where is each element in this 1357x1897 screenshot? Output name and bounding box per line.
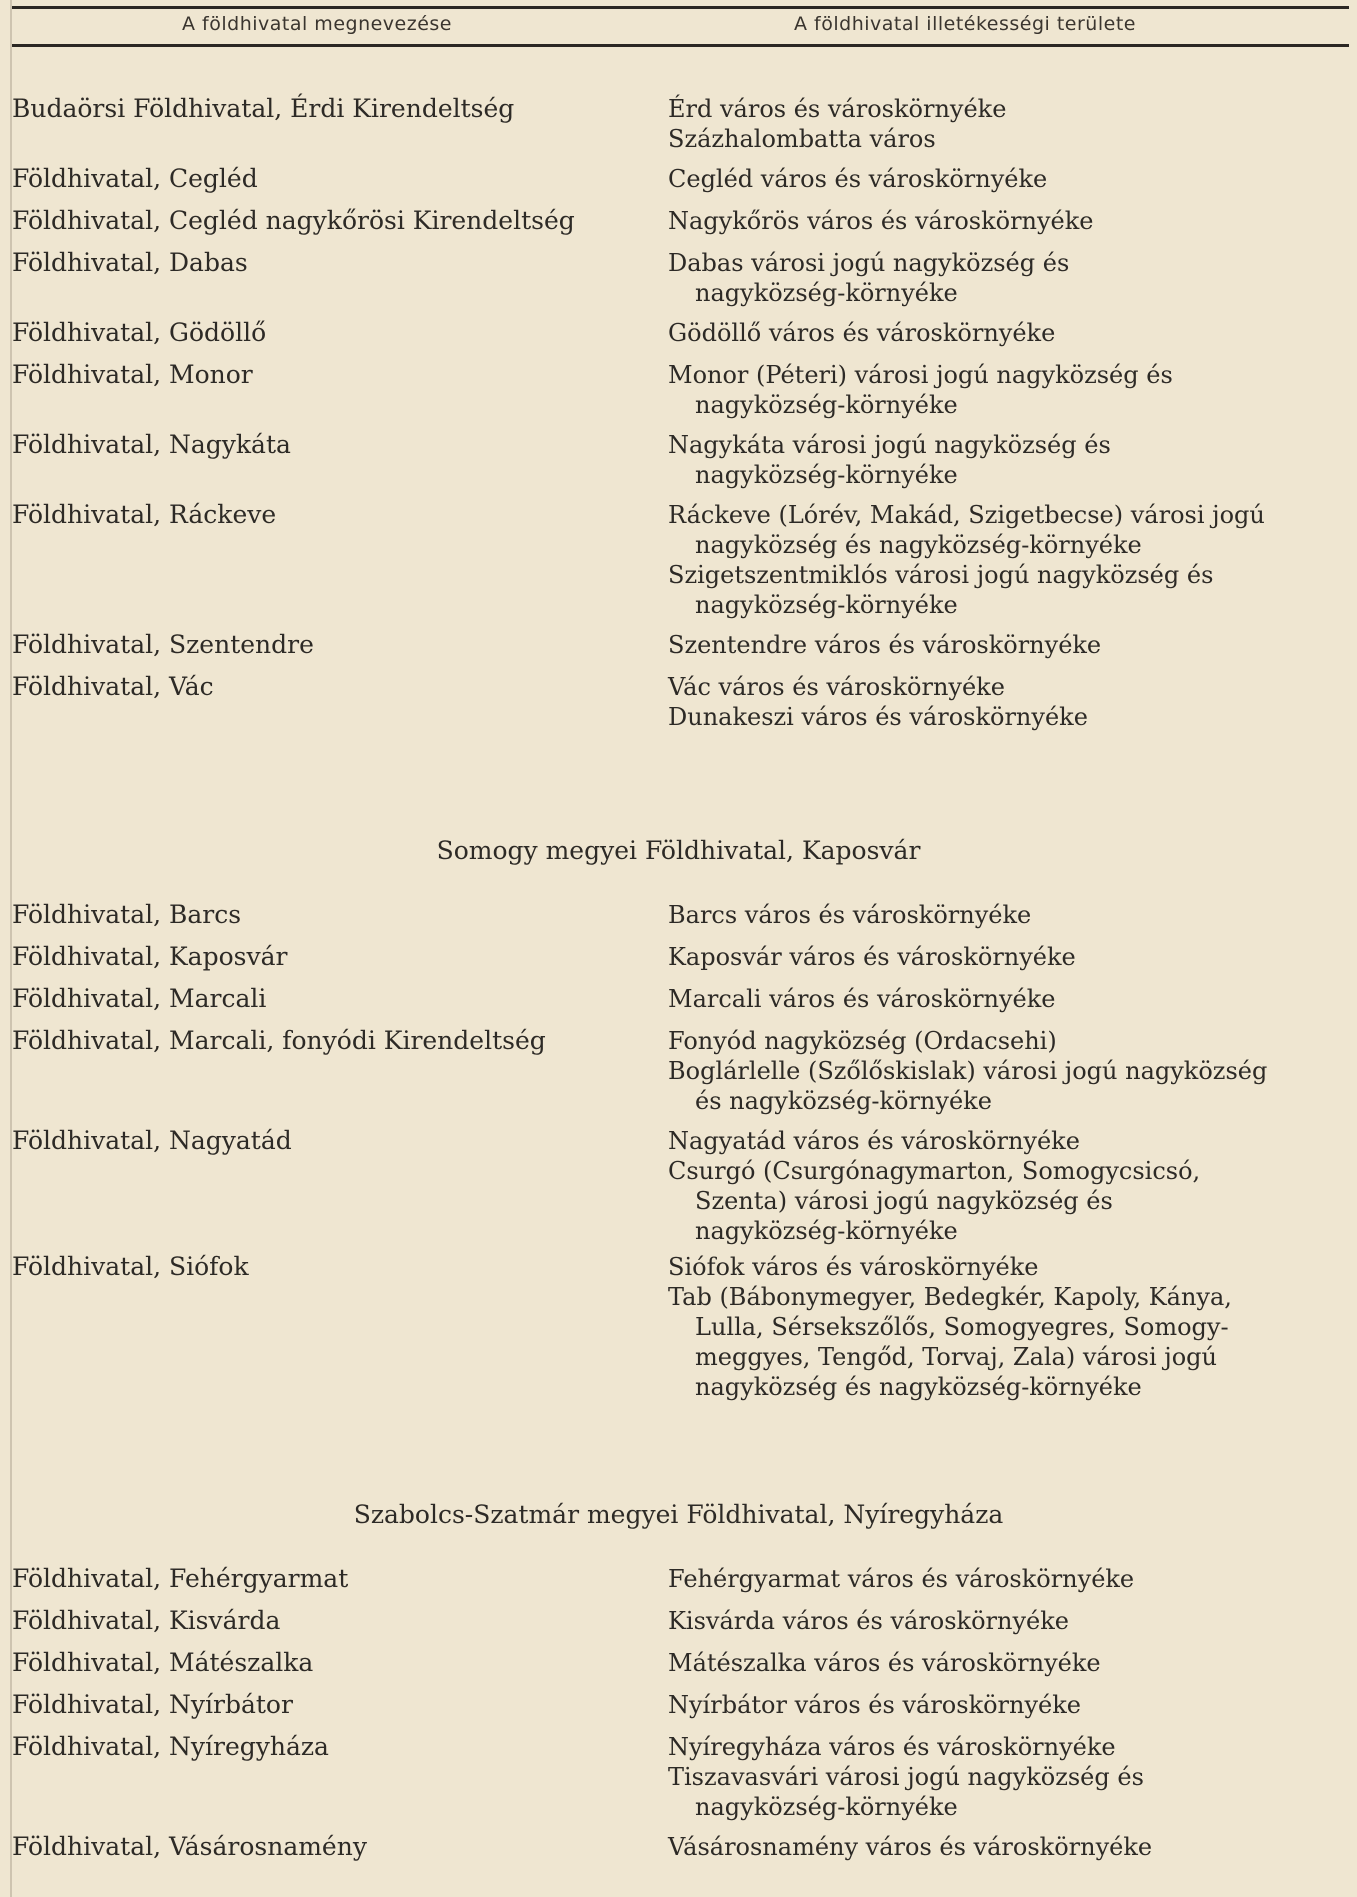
jurisdiction-area [668,1732,1333,1822]
jurisdiction-line: nagyközség-környéke [695,1793,958,1821]
jurisdiction-line: Monor (Péteri) városi jogú nagyközség és [668,361,1173,389]
jurisdiction-line: Százhalombatta város [668,125,936,153]
jurisdiction-line: Vásárosnamény város és városkörnyéke [668,1833,1153,1861]
jurisdiction-line: Lulla, Sérsekszőlős, Somogyegres, Somogy- [695,1313,1229,1341]
jurisdiction-area [668,1648,1333,1678]
section-title: Szabolcs-Szatmár megyei Földhivatal, Nyíregyháza [353,1500,1004,1529]
jurisdiction-line: Szigetszentmiklós városi jogú nagyközség és [668,561,1214,589]
office-name: Földhivatal, Kisvárda [12,1606,281,1635]
jurisdiction-line: Gödöllő város és városkörnyéke [668,319,1056,347]
jurisdiction-area [668,1832,1333,1862]
jurisdiction-line: Kisvárda város és városkörnyéke [668,1607,1069,1635]
jurisdiction-area [668,672,1333,732]
office-name: Földhivatal, Dabas [12,248,248,277]
jurisdiction-line: Szenta) városi jogú nagyközség és [695,1187,1113,1215]
jurisdiction-area [668,1126,1333,1246]
office-name: Földhivatal, Mátészalka [12,1648,314,1677]
jurisdiction-area [668,630,1333,660]
office-name: Földhivatal, Marcali, fonyódi Kirendeltség [12,1026,546,1055]
jurisdiction-line: Kaposvár város és városkörnyéke [668,943,1076,971]
jurisdiction-area [668,248,1333,308]
office-name: Földhivatal, Monor [12,360,253,389]
jurisdiction-line: Ráckeve (Lórév, Makád, Szigetbecse) városi jogú [668,501,1265,529]
header-top-rule [12,6,1349,9]
jurisdiction-area [668,942,1333,972]
office-name: Földhivatal, Cegléd nagykőrösi Kirendeltség [12,206,575,235]
jurisdiction-area [668,500,1333,620]
office-name: Földhivatal, Marcali [12,984,267,1013]
office-name: Földhivatal, Szentendre [12,630,314,659]
office-name: Földhivatal, Nagykáta [12,430,291,459]
jurisdiction-area [668,94,1333,154]
jurisdiction-area [668,318,1333,348]
jurisdiction-line: nagyközség és nagyközség-környéke [695,1373,1142,1401]
jurisdiction-area [668,164,1333,194]
office-name: Földhivatal, Gödöllő [12,318,267,347]
table-header [12,10,1349,46]
jurisdiction-area [668,1690,1333,1720]
header-bottom-rule [12,44,1349,47]
office-name: Földhivatal, Vásárosnamény [12,1832,367,1861]
header-office-name: A földhivatal megnevezése [182,13,452,35]
jurisdiction-line: Nagyatád város és városkörnyéke [668,1127,1080,1155]
jurisdiction-area [668,984,1333,1014]
jurisdiction-line: nagyközség és nagyközség-környéke [695,531,1142,559]
jurisdiction-line: nagyközség-környéke [695,461,958,489]
jurisdiction-line: Nagykőrös város és városkörnyéke [668,207,1094,235]
jurisdiction-line: és nagyközség-környéke [695,1087,992,1115]
jurisdiction-line: Mátészalka város és városkörnyéke [668,1649,1101,1677]
jurisdiction-line: nagyközség-környéke [695,279,958,307]
jurisdiction-line: Csurgó (Csurgónagymarton, Somogycsicsó, [668,1157,1201,1185]
jurisdiction-line: nagyközség-környéke [695,591,958,619]
jurisdiction-line: Boglárlelle (Szőlőskislak) városi jogú nagyközség [668,1057,1268,1085]
jurisdiction-line: Nyírbátor város és városkörnyéke [668,1691,1081,1719]
office-name: Földhivatal, Ráckeve [12,500,277,529]
jurisdiction-line: Nyíregyháza város és városkörnyéke [668,1733,1116,1761]
office-name: Földhivatal, Nyíregyháza [12,1732,329,1761]
office-name: Földhivatal, Barcs [12,900,242,929]
jurisdiction-line: Marcali város és városkörnyéke [668,985,1056,1013]
office-name: Földhivatal, Nyírbátor [12,1690,293,1719]
office-name: Budaörsi Földhivatal, Érdi Kirendeltség [12,94,515,123]
jurisdiction-area [668,1026,1333,1116]
jurisdiction-area [668,206,1333,236]
office-name: Földhivatal, Siófok [12,1252,249,1281]
jurisdiction-area [668,900,1333,930]
jurisdiction-area [668,1252,1333,1402]
jurisdiction-line: Nagykáta városi jogú nagyközség és [668,431,1111,459]
jurisdiction-line: Tab (Bábonymegyer, Bedegkér, Kapoly, Kánya, [668,1283,1232,1311]
jurisdiction-line: Érd város és városkörnyéke [668,95,1007,123]
jurisdiction-line: Dunakeszi város és városkörnyéke [668,703,1088,731]
jurisdiction-line: Tiszavasvári városi jogú nagyközség és [668,1763,1144,1791]
jurisdiction-line: Barcs város és városkörnyéke [668,901,1032,929]
jurisdiction-area [668,360,1333,420]
jurisdiction-line: Cegléd város és városkörnyéke [668,165,1048,193]
office-name: Földhivatal, Cegléd [12,164,258,193]
office-name: Földhivatal, Nagyatád [12,1126,292,1155]
header-jurisdiction: A földhivatal illetékességi területe [794,13,1136,35]
jurisdiction-line: nagyközség-környéke [695,1217,958,1245]
jurisdiction-line: Fonyód nagyközség (Ordacsehi) [668,1027,1057,1055]
office-name: Földhivatal, Fehérgyarmat [12,1564,349,1593]
jurisdiction-line: meggyes, Tengőd, Torvaj, Zala) városi jogú [695,1343,1217,1371]
jurisdiction-line: Szentendre város és városkörnyéke [668,631,1102,659]
jurisdiction-area [668,1564,1333,1594]
jurisdiction-line: Siófok város és városkörnyéke [668,1253,1039,1281]
jurisdiction-line: nagyközség-környéke [695,391,958,419]
office-name: Földhivatal, Kaposvár [12,942,288,971]
jurisdiction-line: Dabas városi jogú nagyközség és [668,249,1070,277]
office-name: Földhivatal, Vác [12,672,214,701]
jurisdiction-line: Fehérgyarmat város és városkörnyéke [668,1565,1135,1593]
section-title: Somogy megyei Földhivatal, Kaposvár [436,836,921,865]
jurisdiction-area [668,1606,1333,1636]
jurisdiction-line: Vác város és városkörnyéke [668,673,1005,701]
jurisdiction-area [668,430,1333,490]
